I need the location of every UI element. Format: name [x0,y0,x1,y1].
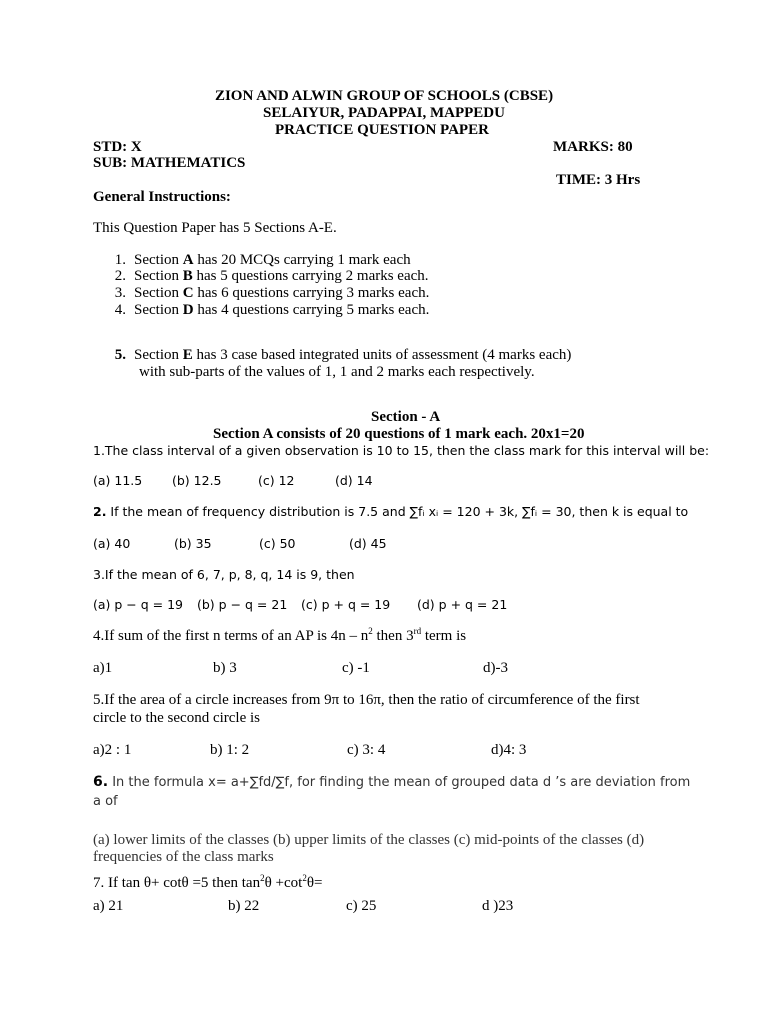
question-body: θ= [306,875,323,891]
instruction-number: 4. [114,302,126,318]
superscript: 2 [368,626,373,636]
question-6-text [93,774,690,790]
paper-title: PRACTICE QUESTION PAPER [275,122,489,138]
question-4-text [93,628,466,645]
instruction-number: 5. [114,347,126,363]
q5-option-c: c) 3: 4 [347,742,386,758]
time-label: TIME: 3 Hrs [556,172,641,188]
q1-option-b: (b) 12.5 [172,473,222,488]
q2-option-b: (b) 35 [174,536,212,551]
instruction-item-3 [102,285,429,302]
q7-option-a: a) 21 [93,898,124,914]
question-2-text [93,504,688,519]
q4-option-d: d)-3 [483,660,508,676]
instruction-item-5-continued: with sub-parts of the values of 1, 1 and 2 marks each respectively. [139,364,535,380]
instruction-number: 1. [114,252,126,268]
instructions-intro: This Question Paper has 5 Sections A-E. [93,220,337,236]
q1-option-a: (a) 11.5 [93,473,143,488]
instruction-text: has 3 case based integrated units of assessment (4 marks each) [192,347,572,363]
q4-option-b: b) 3 [213,660,237,676]
instruction-number: 2. [114,268,126,284]
instruction-text: has 6 questions carrying 3 marks each. [193,285,430,301]
question-body: 4.If sum of the first n terms of an AP is 4n – n [93,628,369,644]
q5-option-a: a)2 : 1 [93,742,132,758]
section-letter: A [182,252,194,268]
instruction-text: Section [134,252,183,268]
question-3-text: 3.If the mean of 6, 7, p, 8, q, 14 is 9, then [93,567,355,582]
q7-option-c: c) 25 [346,898,377,914]
superscript: 2 [260,873,265,883]
q3-option-c: (c) p + q = 19 [301,597,391,612]
instruction-item-2 [102,268,429,285]
q7-option-d: d )23 [482,898,514,914]
q5-option-d: d)4: 3 [491,742,527,758]
question-body: In the formula x= a+∑fd/∑f, for finding the mean of grouped data d ’s are deviation from [108,775,691,790]
q6-options-line-2: frequencies of the class marks [93,849,274,865]
q6-options-line-1: (a) lower limits of the classes (b) upper limits of the classes (c) mid-points of the classes (d) [93,832,645,848]
question-body: θ +cot [264,875,303,891]
section-letter: C [182,285,194,301]
q2-option-d: (d) 45 [349,536,387,551]
instruction-text: has 20 MCQs carrying 1 mark each [193,252,411,268]
instruction-number: 3. [114,285,126,301]
instructions-heading: General Instructions: [93,189,231,205]
instruction-item-5 [102,347,571,364]
question-5-text: 5.If the area of a circle increases from 9π to 16π, then the ratio of circumference of the first [93,692,640,708]
superscript: rd [413,626,422,636]
section-a-title: Section - A [371,409,441,425]
instruction-text: Section [134,285,183,301]
q4-option-a: a)1 [93,660,113,676]
subject-label: SUB: MATHEMATICS [93,155,246,171]
q3-option-a: (a) p − q = 19 [93,597,184,612]
marks-label: MARKS: 80 [553,139,633,155]
school-name: ZION AND ALWIN GROUP OF SCHOOLS (CBSE) [214,88,554,104]
q1-option-c: (c) 12 [258,473,295,488]
q7-option-b: b) 22 [228,898,260,914]
instruction-item-1 [102,252,411,269]
instruction-text: Section [134,347,183,363]
question-body: term is [421,628,467,644]
question-1-text: 1.The class interval of a given observation is 10 to 15, then the class mark for this interval will be: [93,443,710,458]
q3-option-b: (b) p − q = 21 [197,597,288,612]
instruction-text: Section [134,302,183,318]
instruction-text: has 5 questions carrying 2 marks each. [192,268,429,284]
instruction-item-4 [102,302,429,319]
section-letter: E [182,347,193,363]
section-letter: B [182,268,193,284]
q1-option-d: (d) 14 [335,473,373,488]
q2-option-a: (a) 40 [93,536,131,551]
q4-option-c: c) -1 [342,660,370,676]
question-number: 6. [93,774,109,790]
section-a-subtitle: Section A consists of 20 questions of 1 mark each. 20x1=20 [213,426,585,442]
section-letter: D [182,302,194,318]
std-label: STD: X [93,139,142,155]
superscript: 2 [302,873,307,883]
instruction-text: Section [134,268,183,284]
instruction-text: has 4 questions carrying 5 marks each. [193,302,430,318]
q5-option-b: b) 1: 2 [210,742,250,758]
question-7-text [93,875,322,892]
question-6-continued: a of [93,794,118,809]
q2-option-c: (c) 50 [259,536,296,551]
school-location: SELAIYUR, PADAPPAI, MAPPEDU [263,105,505,121]
question-5-continued: circle to the second circle is [93,710,261,726]
question-body: then 3 [372,628,414,644]
q3-option-d: (d) p + q = 21 [417,597,508,612]
question-number: 2. [93,504,107,519]
question-body: If the mean of frequency distribution is 7.5 and ∑fᵢ xᵢ = 120 + 3k, ∑fᵢ = 30, then k is equal to [106,504,689,519]
question-body: 7. If tan θ+ cotθ =5 then tan [93,875,261,891]
